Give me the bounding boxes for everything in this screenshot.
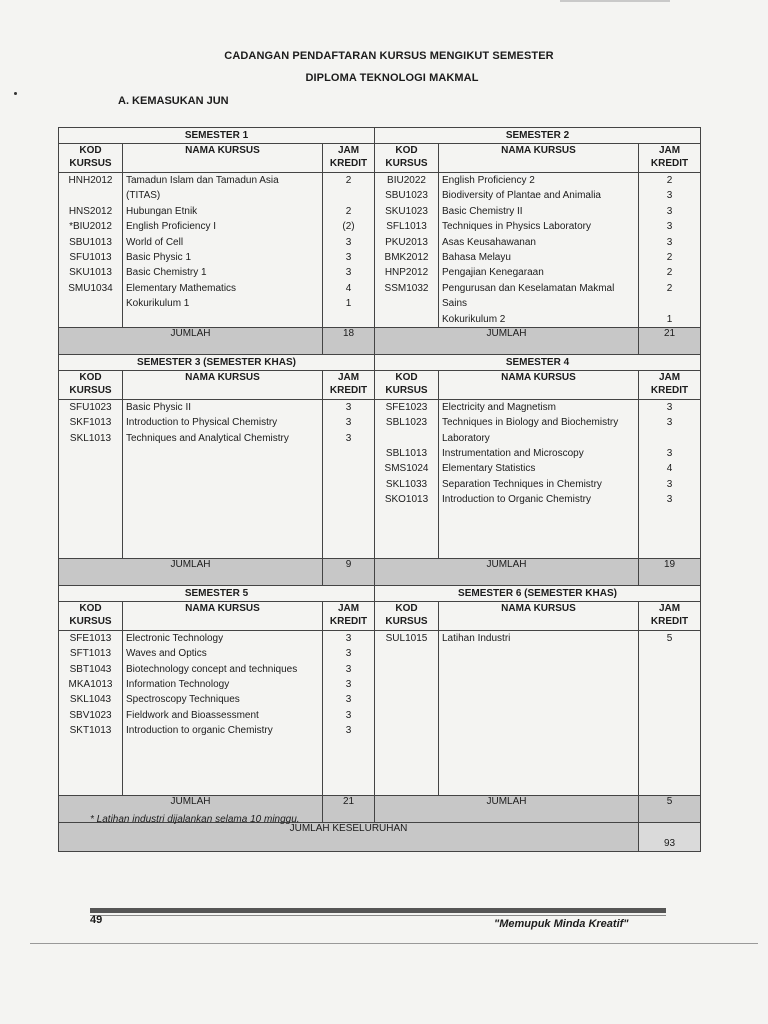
cell-line: Techniques in Biology and Biochemistry [442, 417, 619, 429]
cell-line: SBU1023 [385, 190, 428, 202]
column-header-row [59, 370, 701, 399]
cell-line: SKF1013 [69, 417, 112, 429]
cell-line: 2 [345, 175, 352, 186]
cell-line: SSM1032 [384, 282, 429, 294]
cell-line: 3 [345, 709, 352, 721]
course-names [123, 173, 323, 328]
cell-line: 2 [345, 205, 352, 217]
page-number: 49 [90, 914, 103, 926]
grand-total-row [59, 822, 701, 851]
semester-title: SEMESTER 3 (SEMESTER KHAS) [59, 354, 375, 370]
name-header: NAMA KURSUS [123, 370, 323, 399]
cell-line: Separation Techniques in Chemistry [442, 478, 602, 490]
cell-line: Tamadun Islam dan Tamadun Asia [126, 175, 279, 186]
credit-header: JAM KREDIT [639, 370, 701, 399]
cell-line: 2 [666, 251, 673, 263]
cell-line: 3 [666, 221, 673, 233]
cell-line: SBT1043 [69, 663, 112, 675]
total-label: JUMLAH [59, 327, 323, 354]
course-credits [639, 630, 701, 795]
cell-line: English Proficiency 2 [442, 175, 535, 186]
cell-line: 2 [666, 175, 673, 186]
cell-line: Introduction to organic Chemistry [126, 725, 273, 737]
cell-line [375, 431, 438, 446]
total-value: 19 [639, 558, 701, 585]
credit-header: JAM KREDIT [323, 370, 375, 399]
cell-line: Pengajian Kenegaraan [442, 267, 544, 279]
cell-line: SFT1013 [69, 648, 112, 660]
cell-line: 3 [666, 494, 673, 506]
semester-title: SEMESTER 6 (SEMESTER KHAS) [375, 585, 701, 601]
cell-line: (TITAS) [126, 190, 161, 202]
cell-line: PKU2013 [385, 236, 428, 248]
cell-line: SFU1023 [69, 401, 112, 413]
cell-line: SKU1023 [385, 205, 428, 217]
course-codes [59, 399, 123, 558]
credit-header: JAM KREDIT [323, 144, 375, 173]
footnote: * Latihan industri dijalankan selama 10 minggu. [90, 814, 300, 825]
cell-line: Biodiversity of Plantae and Animalia [442, 190, 601, 202]
course-credits [639, 399, 701, 558]
course-credits [323, 173, 375, 328]
code-header: KOD KURSUS [375, 601, 439, 630]
cell-line: BIU2022 [387, 175, 426, 186]
cell-line: Sains [442, 298, 468, 310]
course-names [123, 399, 323, 558]
cell-line: 3 [345, 267, 352, 279]
cell-line: SKL1043 [69, 694, 112, 706]
cell-line: Introduction to Organic Chemistry [442, 494, 591, 506]
cell-line: 3 [345, 417, 352, 429]
cell-line: 3 [345, 663, 352, 675]
course-list-row [59, 173, 701, 328]
course-list-row [59, 399, 701, 558]
course-codes [59, 630, 123, 795]
cell-line: HNP2012 [384, 267, 429, 279]
cell-line: 3 [666, 417, 673, 429]
name-header: NAMA KURSUS [439, 601, 639, 630]
grand-total-value: 93 [639, 822, 701, 851]
cell-line: SKU1013 [69, 267, 112, 279]
cell-line: Basic Physic II [126, 401, 192, 413]
cell-line [323, 188, 374, 203]
scan-bottom-line [30, 943, 758, 944]
cell-line: 3 [345, 632, 352, 644]
cell-line: SFE1013 [69, 632, 112, 644]
document-title: CADANGAN PENDAFTARAN KURSUS MENGIKUT SEMESTER [224, 50, 554, 62]
total-value: 5 [639, 795, 701, 822]
scan-mark [14, 92, 17, 95]
total-label: JUMLAH [375, 558, 639, 585]
cell-line: 3 [666, 448, 673, 460]
cell-line [375, 312, 438, 327]
cell-line [59, 296, 122, 311]
cell-line: SKL1033 [385, 478, 428, 490]
total-label: JUMLAH [375, 795, 639, 822]
cell-line: (2) [342, 221, 355, 233]
course-credits [323, 399, 375, 558]
total-label: JUMLAH [59, 795, 323, 822]
cell-line: Electricity and Magnetism [442, 401, 556, 413]
cell-line: Laboratory [442, 432, 490, 444]
cell-line: 3 [345, 694, 352, 706]
cell-line: 3 [666, 236, 673, 248]
cell-line: Hubungan Etnik [126, 205, 198, 217]
cell-line: 2 [666, 282, 673, 294]
code-header: KOD KURSUS [59, 144, 123, 173]
cell-line [639, 431, 700, 446]
cell-line: 4 [345, 282, 352, 294]
course-credits [639, 173, 701, 328]
course-codes [375, 399, 439, 558]
cell-line: 3 [345, 432, 352, 444]
footer-rule-thin [90, 915, 666, 916]
cell-line: 2 [666, 267, 673, 279]
total-value: 18 [323, 327, 375, 354]
cell-line: Kokurikulum 1 [126, 298, 190, 310]
cell-line: 4 [666, 463, 673, 475]
semester-header-row [59, 585, 701, 601]
cell-line: 3 [345, 236, 352, 248]
total-row [59, 327, 701, 354]
cell-line: Asas Keusahawanan [442, 236, 536, 248]
course-codes [59, 173, 123, 328]
cell-line: SFL1013 [386, 221, 427, 233]
cell-line: Techniques and Analytical Chemistry [126, 432, 289, 444]
name-header: NAMA KURSUS [439, 370, 639, 399]
cell-line: Basic Physic 1 [126, 251, 192, 263]
cell-line: Spectroscopy Techniques [126, 694, 240, 706]
cell-line [639, 296, 700, 311]
cell-line: Introduction to Physical Chemistry [126, 417, 278, 429]
column-header-row [59, 144, 701, 173]
cell-line: 3 [666, 478, 673, 490]
total-label: JUMLAH [59, 558, 323, 585]
total-row [59, 558, 701, 585]
cell-line: MKA1013 [68, 679, 113, 691]
cell-line: Basic Chemistry 1 [126, 267, 207, 279]
cell-line: SBL1013 [385, 448, 428, 460]
name-header: NAMA KURSUS [123, 144, 323, 173]
cell-line: SKT1013 [69, 725, 112, 737]
total-value: 9 [323, 558, 375, 585]
footer-rule [90, 908, 666, 913]
cell-line: 3 [666, 401, 673, 413]
semester-title: SEMESTER 2 [375, 128, 701, 144]
cell-line: HNS2012 [68, 205, 113, 217]
course-names [439, 630, 639, 795]
cell-line: Elementary Statistics [442, 463, 536, 475]
cell-line: Instrumentation and Microscopy [442, 448, 584, 460]
cell-line: Electronic Technology [126, 632, 224, 644]
cell-line: Bahasa Melayu [442, 251, 511, 263]
program-title: DIPLOMA TEKNOLOGI MAKMAL [305, 72, 479, 84]
cell-line: SKO1013 [384, 494, 429, 506]
cell-line: Techniques in Physics Laboratory [442, 221, 591, 233]
semester-title: SEMESTER 5 [59, 585, 375, 601]
total-label: JUMLAH [375, 327, 639, 354]
cell-line [59, 188, 122, 203]
cell-line: 1 [666, 313, 673, 325]
cell-line: 5 [666, 632, 673, 644]
course-codes [375, 630, 439, 795]
cell-line: 3 [666, 190, 673, 202]
total-value: 21 [323, 795, 375, 822]
semester-title: SEMESTER 4 [375, 354, 701, 370]
semester-header-row [59, 354, 701, 370]
code-header: KOD KURSUS [375, 144, 439, 173]
credit-header: JAM KREDIT [639, 601, 701, 630]
cell-line: SMS1024 [384, 463, 429, 475]
cell-line: Waves and Optics [126, 648, 207, 660]
credit-header: JAM KREDIT [323, 601, 375, 630]
cell-line: Kokurikulum 2 [442, 313, 506, 325]
semester-title: SEMESTER 1 [59, 128, 375, 144]
cell-line: World of Cell [126, 236, 184, 248]
cell-line: Latihan Industri [442, 632, 511, 644]
cell-line: Fieldwork and Bioassessment [126, 709, 259, 721]
course-table [58, 127, 701, 852]
cell-line: 3 [345, 725, 352, 737]
cell-line: 1 [345, 298, 352, 310]
cell-line: Elementary Mathematics [126, 282, 237, 294]
cell-line: English Proficiency I [126, 221, 217, 233]
code-header: KOD KURSUS [59, 370, 123, 399]
footer-motto: "Memupuk Minda Kreatif" [494, 918, 629, 930]
cell-line: Basic Chemistry II [442, 205, 523, 217]
cell-line: 3 [345, 648, 352, 660]
cell-line: BMK2012 [384, 251, 429, 263]
cell-line: SBV1023 [69, 709, 112, 721]
cell-line: 3 [666, 205, 673, 217]
cell-line: 3 [345, 251, 352, 263]
column-header-row [59, 601, 701, 630]
cell-line: 3 [345, 401, 352, 413]
credit-header: JAM KREDIT [639, 144, 701, 173]
code-header: KOD KURSUS [59, 601, 123, 630]
code-header: KOD KURSUS [375, 370, 439, 399]
cell-line: *BIU2012 [69, 221, 112, 233]
cell-line: SBU1013 [69, 236, 112, 248]
name-header: NAMA KURSUS [123, 601, 323, 630]
total-value: 21 [639, 327, 701, 354]
section-heading: A. KEMASUKAN JUN [118, 95, 229, 107]
grand-total-label: JUMLAH KESELURUHAN [59, 822, 639, 851]
cell-line: Biotechnology concept and techniques [126, 663, 298, 675]
cell-line: SUL1015 [385, 632, 428, 644]
cell-line: SBL1023 [385, 417, 428, 429]
cell-line: SMU1034 [68, 282, 113, 294]
cell-line [375, 296, 438, 311]
course-names [123, 630, 323, 795]
scan-edge-line [560, 0, 670, 2]
course-names [439, 173, 639, 328]
cell-line: SFE1023 [385, 401, 428, 413]
name-header: NAMA KURSUS [439, 144, 639, 173]
semester-header-row [59, 128, 701, 144]
cell-line: SKL1013 [69, 432, 112, 444]
course-codes [375, 173, 439, 328]
course-names [439, 399, 639, 558]
cell-line: HNH2012 [68, 175, 113, 186]
course-list-row [59, 630, 701, 795]
cell-line: SFU1013 [69, 251, 112, 263]
cell-line: 3 [345, 679, 352, 691]
cell-line: Information Technology [126, 679, 230, 691]
course-credits [323, 630, 375, 795]
cell-line: Pengurusan dan Keselamatan Makmal [442, 282, 615, 294]
